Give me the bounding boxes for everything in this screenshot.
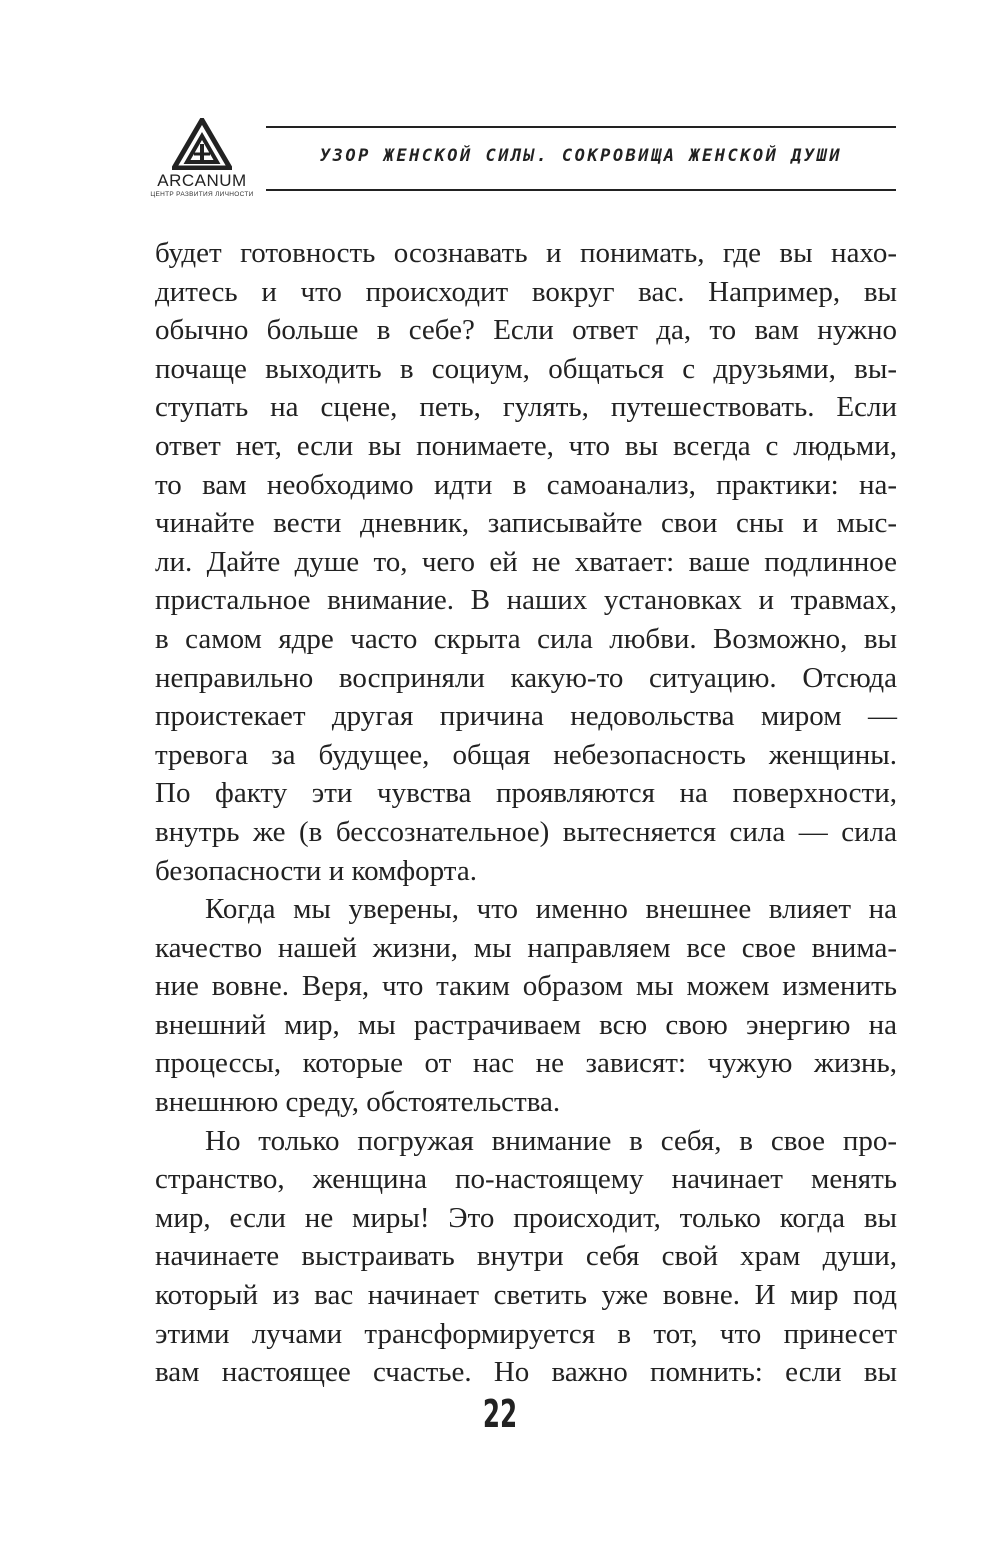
text-line: странство, женщина по-настоящему начинает менять: [155, 1163, 897, 1196]
text-line: внутрь же (в бессознательное) вытесняется сила — сила: [155, 815, 897, 848]
text-line: то вам необходимо идти в самоанализ, практики: на-: [155, 468, 897, 501]
running-title: УЗОР ЖЕНСКОЙ СИЛЫ. СОКРОВИЩА ЖЕНСКОЙ ДУШИ: [319, 146, 843, 166]
text-line: ответ нет, если вы понимаете, что вы всегда с людьми,: [155, 429, 897, 462]
text-line: Но только погружая внимание в себя, в свое про-: [205, 1124, 897, 1157]
text-line: чинайте вести дневник, записывайте свои сны и мыс-: [155, 507, 897, 540]
text-line: в самом ядре часто скрыта сила любви. Возможно, вы: [155, 622, 897, 655]
text-line: По факту эти чувства проявляются на поверхности,: [155, 777, 897, 810]
arcanum-triangle-icon: [172, 118, 232, 170]
text-line: ли. Дайте душе то, чего ей не хватает: ваше подлинное: [155, 545, 897, 578]
text-line: ступать на сцене, петь, гулять, путешествовать. Если: [155, 391, 897, 424]
paragraph-1: [155, 234, 897, 890]
header-rule-bottom: [266, 189, 896, 191]
text-line: ние вовне. Веря, что таким образом мы можем изменить: [155, 970, 897, 1003]
text-line: проистекает другая причина недовольства миром —: [155, 700, 897, 733]
paragraph-3: [155, 1122, 897, 1392]
text-line: вам настоящее счастье. Но важно помнить: если вы: [155, 1356, 897, 1389]
text-line: пристальное внимание. В наших установках и травмах,: [155, 584, 897, 617]
text-line: этими лучами трансформируется в тот, что принесет: [155, 1317, 897, 1350]
paragraph-2: [155, 890, 897, 1122]
text-line: который из вас начинает светить уже вовне. И мир под: [155, 1279, 897, 1312]
text-line: внешнюю среду, обстоятельства.: [155, 1086, 561, 1119]
text-line: внешний мир, мы растрачиваем всю свою энергию на: [155, 1008, 897, 1041]
logo-subtitle: ЦЕНТР РАЗВИТИЯ ЛИЧНОСТИ: [150, 191, 254, 198]
text-line: почаще выходить в социум, общаться с друзьями, вы-: [155, 352, 897, 385]
logo-name: ARCANUM: [157, 171, 247, 190]
text-line: безопасности и комфорта.: [155, 854, 477, 887]
text-line: тревога за будущее, общая небезопасность женщины.: [155, 738, 897, 771]
body-text: [155, 234, 897, 1392]
header-rule-top: [266, 126, 896, 128]
text-line: процессы, которые от нас не зависят: чужую жизнь,: [155, 1047, 897, 1080]
text-line: неправильно восприняли какую-то ситуацию. Отсюда: [155, 661, 897, 694]
text-line: мир, если не миры! Это происходит, только когда вы: [155, 1201, 897, 1234]
page-number: 22: [482, 1392, 518, 1436]
text-line: Когда мы уверены, что именно внешнее влияет на: [205, 893, 897, 926]
text-line: обычно больше в себе? Если ответ да, то вам нужно: [155, 314, 897, 347]
text-line: будет готовность осознавать и понимать, где вы нахо-: [155, 237, 897, 269]
publisher-logo: [144, 118, 260, 208]
text-line: качество нашей жизни, мы направляем все свое внима-: [155, 931, 897, 964]
text-line: начинаете выстраивать внутри себя свой храм души,: [155, 1240, 897, 1273]
text-line: дитесь и что происходит вокруг вас. Например, вы: [155, 275, 897, 308]
